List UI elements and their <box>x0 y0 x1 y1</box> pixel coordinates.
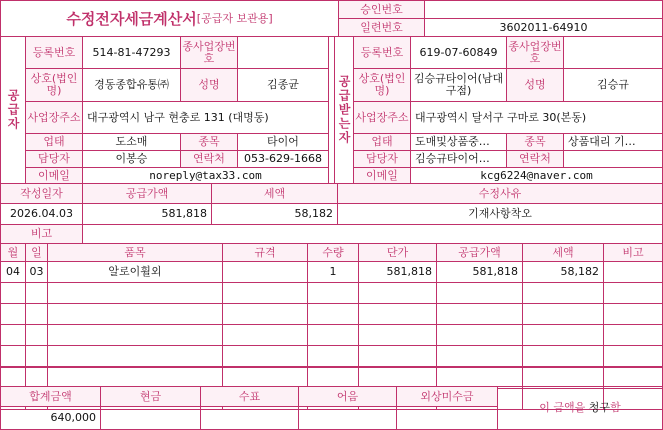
buyer-reg-value: 619-07-60849 <box>410 36 507 69</box>
cash-label: 현금 <box>100 386 201 407</box>
claim-note-pre: 이 금액을 <box>539 401 586 414</box>
cell-unit-price <box>358 303 437 325</box>
date-value: 2026.04.03 <box>0 203 83 225</box>
claim-note-word: 청구 <box>588 401 611 414</box>
buyer-item-label: 종목 <box>506 133 564 151</box>
cell-month <box>0 282 26 304</box>
cell-qty: 1 <box>307 261 359 283</box>
cell-month <box>0 303 26 325</box>
cell-remark <box>603 261 663 283</box>
buyer-email-label: 이메일 <box>353 167 411 184</box>
reason-label: 수정사유 <box>337 183 663 204</box>
check-value <box>200 406 299 430</box>
supplier-item-value: 타이어 <box>237 133 329 151</box>
supplier-email-value: noreply@tax33.com <box>82 167 329 184</box>
supplier-reg-label: 등록번호 <box>25 36 83 69</box>
supply-value: 581,818 <box>82 203 212 225</box>
tax-label: 세액 <box>211 183 338 204</box>
cell-tax <box>522 282 604 304</box>
supplier-reg-value: 514-81-47293 <box>82 36 181 69</box>
cell-day <box>25 303 48 325</box>
supplier-manager-value: 이봉승 <box>82 150 181 168</box>
buyer-rep-label: 성명 <box>506 68 564 102</box>
serial-value: 3602011-64910 <box>424 18 663 37</box>
cell-supply: 581,818 <box>436 261 523 283</box>
cell-month <box>0 345 26 367</box>
cell-qty <box>307 345 359 367</box>
cell-item <box>47 345 223 367</box>
note-label: 어음 <box>298 386 397 407</box>
col-header-remark: 비고 <box>603 243 663 262</box>
buyer-name-value: 김승규타이어(남대구점) <box>410 68 507 102</box>
cell-remark <box>603 282 663 304</box>
buyer-addr-label: 사업장주소 <box>353 101 411 134</box>
buyer-type-value: 도매및상품중… <box>410 133 507 151</box>
cell-tax <box>522 324 604 346</box>
cell-supply <box>436 282 523 304</box>
supplier-email-label: 이메일 <box>25 167 83 184</box>
date-label: 작성일자 <box>0 183 83 204</box>
cell-spec <box>222 345 308 367</box>
title-text: 수정전자세금계산서 <box>66 9 197 28</box>
cell-month <box>0 324 26 346</box>
cell-tax <box>522 345 604 367</box>
cell-day: 03 <box>25 261 48 283</box>
approval-value <box>424 0 663 19</box>
buyer-type-label: 업태 <box>353 133 411 151</box>
buyer-item-value: 상품대리 기… <box>563 133 663 151</box>
col-header-unit-price: 단가 <box>358 243 437 262</box>
reason-value: 기재사항착오 <box>337 203 663 225</box>
buyer-addr-value: 대구광역시 달서구 구마로 30(본동) <box>410 101 663 134</box>
cell-item <box>47 324 223 346</box>
buyer-branch-value <box>563 36 663 69</box>
cell-spec <box>222 261 308 283</box>
supplier-type-value: 도소매 <box>82 133 181 151</box>
cell-day <box>25 345 48 367</box>
cell-tax <box>522 303 604 325</box>
cell-spec <box>222 324 308 346</box>
supplier-type-label: 업태 <box>25 133 83 151</box>
buyer-manager-value: 김승규타이어… <box>410 150 507 168</box>
col-header-month: 월 <box>0 243 26 262</box>
buyer-side-label: 공급받는자 <box>334 36 354 184</box>
title-sub: [공급자 보관용] <box>196 11 273 25</box>
supplier-branch-label: 종사업장번호 <box>180 36 238 69</box>
cell-qty <box>307 324 359 346</box>
cell-remark <box>603 324 663 346</box>
buyer-phone-value <box>563 150 663 168</box>
cell-remark <box>603 303 663 325</box>
buyer-email-value: kcg6224@naver.com <box>410 167 663 184</box>
supplier-side-label: 공급자 <box>0 36 26 184</box>
supplier-item-label: 종목 <box>180 133 238 151</box>
check-label: 수표 <box>200 386 299 407</box>
invoice-title <box>0 0 339 37</box>
buyer-manager-label: 담당자 <box>353 150 411 168</box>
col-header-item: 품목 <box>47 243 223 262</box>
cell-supply <box>436 303 523 325</box>
tax-value: 58,182 <box>211 203 338 225</box>
supplier-rep-value: 김종균 <box>237 68 329 102</box>
supplier-phone-label: 연락처 <box>180 150 238 168</box>
supplier-rep-label: 성명 <box>180 68 238 102</box>
cell-tax: 58,182 <box>522 261 604 283</box>
remark-value <box>82 224 663 244</box>
cash-value <box>100 406 201 430</box>
cell-qty <box>307 303 359 325</box>
cell-supply <box>436 324 523 346</box>
buyer-rep-value: 김승규 <box>563 68 663 102</box>
claim-note <box>497 386 663 430</box>
total-value: 640,000 <box>0 406 101 430</box>
cell-day <box>25 282 48 304</box>
note-value <box>298 406 397 430</box>
supplier-branch-value <box>237 36 329 69</box>
cell-item: 알로이휠외 <box>47 261 223 283</box>
cell-day <box>25 324 48 346</box>
col-header-day: 일 <box>25 243 48 262</box>
cell-supply <box>436 345 523 367</box>
cell-unit-price <box>358 345 437 367</box>
col-header-tax: 세액 <box>522 243 604 262</box>
cell-month: 04 <box>0 261 26 283</box>
buyer-branch-label: 종사업장번호 <box>506 36 564 69</box>
cell-spec <box>222 303 308 325</box>
serial-label: 일련번호 <box>338 18 425 37</box>
buyer-phone-label: 연락처 <box>506 150 564 168</box>
cell-unit-price <box>358 324 437 346</box>
cell-remark <box>603 345 663 367</box>
buyer-reg-label: 등록번호 <box>353 36 411 69</box>
col-header-spec: 규격 <box>222 243 308 262</box>
supplier-name-value: 경동종합유통㈜ <box>82 68 181 102</box>
supply-label: 공급가액 <box>82 183 212 204</box>
col-header-supply: 공급가액 <box>436 243 523 262</box>
buyer-name-label: 상호(법인명) <box>353 68 411 102</box>
col-header-qty: 수량 <box>307 243 359 262</box>
approval-label: 승인번호 <box>338 0 425 19</box>
credit-value <box>396 406 498 430</box>
cell-unit-price <box>358 282 437 304</box>
supplier-addr-value: 대구광역시 남구 현충로 131 (대명동) <box>82 101 329 134</box>
cell-item <box>47 282 223 304</box>
remark-label: 비고 <box>0 224 83 244</box>
claim-note-post: 함 <box>610 401 621 414</box>
cell-spec <box>222 282 308 304</box>
cell-qty <box>307 282 359 304</box>
supplier-name-label: 상호(법인명) <box>25 68 83 102</box>
total-label: 합계금액 <box>0 386 101 407</box>
cell-unit-price: 581,818 <box>358 261 437 283</box>
supplier-addr-label: 사업장주소 <box>25 101 83 134</box>
supplier-phone-value: 053-629-1668 <box>237 150 329 168</box>
supplier-manager-label: 담당자 <box>25 150 83 168</box>
cell-item <box>47 303 223 325</box>
credit-label: 외상미수금 <box>396 386 498 407</box>
